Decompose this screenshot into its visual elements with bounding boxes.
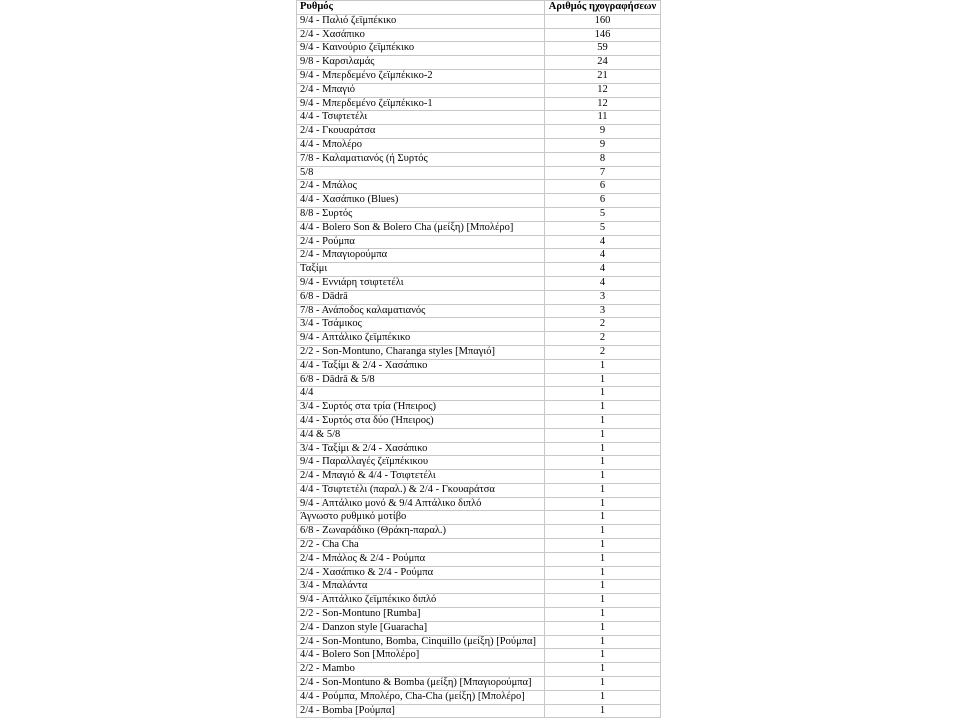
count-cell[interactable]: 12: [545, 83, 661, 97]
count-cell[interactable]: 11: [545, 111, 661, 125]
count-cell[interactable]: 1: [545, 566, 661, 580]
table-row: [297, 111, 661, 125]
count-cell[interactable]: 1: [545, 649, 661, 663]
table-row: [297, 594, 661, 608]
table-row: [297, 125, 661, 139]
table-row: [297, 483, 661, 497]
rhythm-cell[interactable]: 9/4 - Απτάλικο ζεϊμπέκικο: [297, 332, 545, 346]
count-cell[interactable]: 1: [545, 359, 661, 373]
rhythm-cell[interactable]: 2/2 - Mambo: [297, 663, 545, 677]
table-row: [297, 83, 661, 97]
table-row: [297, 166, 661, 180]
table-row: [297, 152, 661, 166]
table-row: [297, 14, 661, 28]
count-cell[interactable]: 1: [545, 373, 661, 387]
rhythm-cell[interactable]: 2/4 - Μπάλος: [297, 180, 545, 194]
count-cell[interactable]: 4: [545, 235, 661, 249]
count-cell[interactable]: 9: [545, 125, 661, 139]
rhythm-cell[interactable]: 5/8: [297, 166, 545, 180]
rhythm-cell[interactable]: 2/4 - Χασάπικο & 2/4 - Ρούμπα: [297, 566, 545, 580]
count-cell[interactable]: 1: [545, 414, 661, 428]
rhythm-cell[interactable]: 2/2 - Cha Cha: [297, 539, 545, 553]
rhythm-cell[interactable]: 4/4 - Bolero Son [Μπολέρο]: [297, 649, 545, 663]
count-cell[interactable]: 1: [545, 690, 661, 704]
rhythm-cell[interactable]: 2/4 - Son-Montuno & Bomba (μείξη) [Μπαγιορούμπα]: [297, 677, 545, 691]
count-cell[interactable]: 1: [545, 621, 661, 635]
table-row: [297, 138, 661, 152]
table-row: [297, 690, 661, 704]
table-row: [297, 345, 661, 359]
rhythm-cell[interactable]: 2/4 - Ρούμπα: [297, 235, 545, 249]
count-cell[interactable]: 1: [545, 663, 661, 677]
table-row: [297, 663, 661, 677]
rhythm-cell[interactable]: 2/4 - Γκουαράτσα: [297, 125, 545, 139]
table-row: [297, 194, 661, 208]
count-cell[interactable]: 21: [545, 69, 661, 83]
count-cell[interactable]: 1: [545, 608, 661, 622]
rhythm-cell[interactable]: 4/4 & 5/8: [297, 428, 545, 442]
count-cell[interactable]: 1: [545, 677, 661, 691]
rhythm-cell[interactable]: 4/4 - Χασάπικο (Blues): [297, 194, 545, 208]
rhythm-cell[interactable]: 2/2 - Son-Montuno [Rumba]: [297, 608, 545, 622]
count-cell[interactable]: 3: [545, 290, 661, 304]
count-cell[interactable]: 2: [545, 318, 661, 332]
rhythm-cell[interactable]: Άγνωστο ρυθμικό μοτίβο: [297, 511, 545, 525]
table-row: [297, 207, 661, 221]
rhythm-cell[interactable]: 9/4 - Καινούριο ζεϊμπέκικο: [297, 42, 545, 56]
table-row: [297, 677, 661, 691]
rhythm-cell[interactable]: 2/2 - Son-Montuno, Charanga styles [Μπαγιό]: [297, 345, 545, 359]
rhythm-cell[interactable]: 6/8 - Dādrā: [297, 290, 545, 304]
count-cell[interactable]: 1: [545, 704, 661, 718]
count-cell[interactable]: 1: [545, 497, 661, 511]
count-cell[interactable]: 3: [545, 304, 661, 318]
count-cell[interactable]: 12: [545, 97, 661, 111]
table-row: [297, 566, 661, 580]
table-row: [297, 304, 661, 318]
table-row: [297, 511, 661, 525]
table-row: [297, 235, 661, 249]
rhythm-cell[interactable]: 9/4 - Μπερδεμένο ζεϊμπέκικο-2: [297, 69, 545, 83]
table-row: [297, 263, 661, 277]
rhythm-cell[interactable]: 4/4 - Τσιφτετέλι: [297, 111, 545, 125]
count-cell[interactable]: 1: [545, 594, 661, 608]
table-row: [297, 428, 661, 442]
rhythm-cell[interactable]: 7/8 - Καλαματιανός (ή Συρτός: [297, 152, 545, 166]
rhythm-cell[interactable]: 2/4 - Son-Montuno, Bomba, Cinquillo (μείξη) [Ρούμπα]: [297, 635, 545, 649]
rhythm-cell[interactable]: 7/8 - Ανάποδος καλαματιανός: [297, 304, 545, 318]
table-row: [297, 401, 661, 415]
table-row: [297, 470, 661, 484]
table-row: [297, 635, 661, 649]
table-row: [297, 580, 661, 594]
table-row: [297, 276, 661, 290]
count-cell[interactable]: 2: [545, 332, 661, 346]
rhythm-cell[interactable]: Ταξίμι: [297, 263, 545, 277]
rhythm-cell[interactable]: 3/4 - Ταξίμι & 2/4 - Χασάπικο: [297, 442, 545, 456]
count-cell[interactable]: 6: [545, 194, 661, 208]
table-row: [297, 318, 661, 332]
count-cell[interactable]: 59: [545, 42, 661, 56]
table-row: [297, 414, 661, 428]
rhythm-cell[interactable]: 4/4 - Ρούμπα, Μπολέρο, Cha-Cha (μείξη) [Μπολέρο]: [297, 690, 545, 704]
rhythm-cell[interactable]: 2/4 - Μπαγιό: [297, 83, 545, 97]
rhythm-cell[interactable]: 2/4 - Μπαγιό & 4/4 - Τσιφτετέλι: [297, 470, 545, 484]
table-row: [297, 221, 661, 235]
count-cell[interactable]: 6: [545, 180, 661, 194]
rhythm-table: [296, 0, 661, 718]
count-cell[interactable]: 1: [545, 442, 661, 456]
rhythm-cell[interactable]: 2/4 - Μπαγιορούμπα: [297, 249, 545, 263]
table-row: [297, 332, 661, 346]
count-cell[interactable]: 7: [545, 166, 661, 180]
table-row: [297, 69, 661, 83]
count-column-header[interactable]: Αριθμός ηχογραφήσεων: [545, 1, 661, 15]
table-row: [297, 387, 661, 401]
count-cell[interactable]: 4: [545, 276, 661, 290]
table-row: [297, 649, 661, 663]
rhythm-cell[interactable]: 4/4 - Τσιφτετέλι (παραλ.) & 2/4 - Γκουαράτσα: [297, 483, 545, 497]
rhythm-cell[interactable]: 4/4 - Συρτός στα δύο (Ήπειρος): [297, 414, 545, 428]
rhythm-cell[interactable]: 2/4 - Bomba [Ρούμπα]: [297, 704, 545, 718]
table-row: [297, 442, 661, 456]
table-row: [297, 704, 661, 718]
count-cell[interactable]: 4: [545, 263, 661, 277]
rhythm-cell[interactable]: 4/4: [297, 387, 545, 401]
count-cell[interactable]: 1: [545, 470, 661, 484]
count-cell[interactable]: 5: [545, 207, 661, 221]
count-cell[interactable]: 9: [545, 138, 661, 152]
rhythm-cell[interactable]: 6/8 - Ζωναράδικο (Θράκη-παραλ.): [297, 525, 545, 539]
table-row: [297, 497, 661, 511]
table-row: [297, 621, 661, 635]
rhythm-cell[interactable]: 4/4 - Bolero Son & Bolero Cha (μείξη) [Μπολέρο]: [297, 221, 545, 235]
rhythm-cell[interactable]: 8/8 - Συρτός: [297, 207, 545, 221]
count-cell[interactable]: 2: [545, 345, 661, 359]
count-cell[interactable]: 8: [545, 152, 661, 166]
rhythm-cell[interactable]: 4/4 - Ταξίμι & 2/4 - Χασάπικο: [297, 359, 545, 373]
rhythm-column-header[interactable]: Ρυθμός: [297, 1, 545, 15]
table-row: [297, 180, 661, 194]
rhythm-cell[interactable]: 6/8 - Dādrā & 5/8: [297, 373, 545, 387]
count-cell[interactable]: 1: [545, 428, 661, 442]
table-row: [297, 539, 661, 553]
table-row: [297, 608, 661, 622]
count-cell[interactable]: 1: [545, 511, 661, 525]
count-cell[interactable]: 160: [545, 14, 661, 28]
count-cell[interactable]: 1: [545, 387, 661, 401]
table-row: [297, 359, 661, 373]
rhythm-cell[interactable]: 3/4 - Τσάμικος: [297, 318, 545, 332]
table-row: [297, 249, 661, 263]
count-cell[interactable]: 146: [545, 28, 661, 42]
table-row: [297, 552, 661, 566]
count-cell[interactable]: 1: [545, 552, 661, 566]
header-row: [297, 1, 661, 15]
table-row: [297, 28, 661, 42]
count-cell[interactable]: 1: [545, 525, 661, 539]
table-row: [297, 97, 661, 111]
rhythm-cell[interactable]: 9/4 - Μπερδεμένο ζεϊμπέκικο-1: [297, 97, 545, 111]
count-cell[interactable]: 1: [545, 483, 661, 497]
rhythm-cell[interactable]: 9/4 - Παλιό ζεϊμπέκικο: [297, 14, 545, 28]
rhythm-cell[interactable]: 9/4 - Παραλλαγές ζεϊμπέκικου: [297, 456, 545, 470]
table-row: [297, 456, 661, 470]
rhythm-cell[interactable]: 2/4 - Danzon style [Guaracha]: [297, 621, 545, 635]
rhythm-cell[interactable]: 9/4 - Απτάλικο μονό & 9/4 Απτάλικο διπλό: [297, 497, 545, 511]
count-cell[interactable]: 24: [545, 56, 661, 70]
rhythm-cell[interactable]: 9/4 - Απτάλικο ζεϊμπέκικο διπλό: [297, 594, 545, 608]
table-row: [297, 525, 661, 539]
rhythm-cell[interactable]: 3/4 - Συρτός στα τρία (Ήπειρος): [297, 401, 545, 415]
table-row: [297, 42, 661, 56]
rhythm-cell[interactable]: 3/4 - Μπαλάντα: [297, 580, 545, 594]
count-cell[interactable]: 5: [545, 221, 661, 235]
rhythm-cell[interactable]: 9/4 - Εννιάρη τσιφτετέλι: [297, 276, 545, 290]
count-cell[interactable]: 1: [545, 401, 661, 415]
count-cell[interactable]: 4: [545, 249, 661, 263]
count-cell[interactable]: 1: [545, 456, 661, 470]
table-row: [297, 373, 661, 387]
rhythm-cell[interactable]: 2/4 - Μπάλος & 2/4 - Ρούμπα: [297, 552, 545, 566]
count-cell[interactable]: 1: [545, 635, 661, 649]
rhythm-cell[interactable]: 2/4 - Χασάπικο: [297, 28, 545, 42]
table-row: [297, 290, 661, 304]
rhythm-cell[interactable]: 4/4 - Μπολέρο: [297, 138, 545, 152]
count-cell[interactable]: 1: [545, 580, 661, 594]
rhythm-cell[interactable]: 9/8 - Καρσιλαμάς: [297, 56, 545, 70]
count-cell[interactable]: 1: [545, 539, 661, 553]
table-row: [297, 56, 661, 70]
